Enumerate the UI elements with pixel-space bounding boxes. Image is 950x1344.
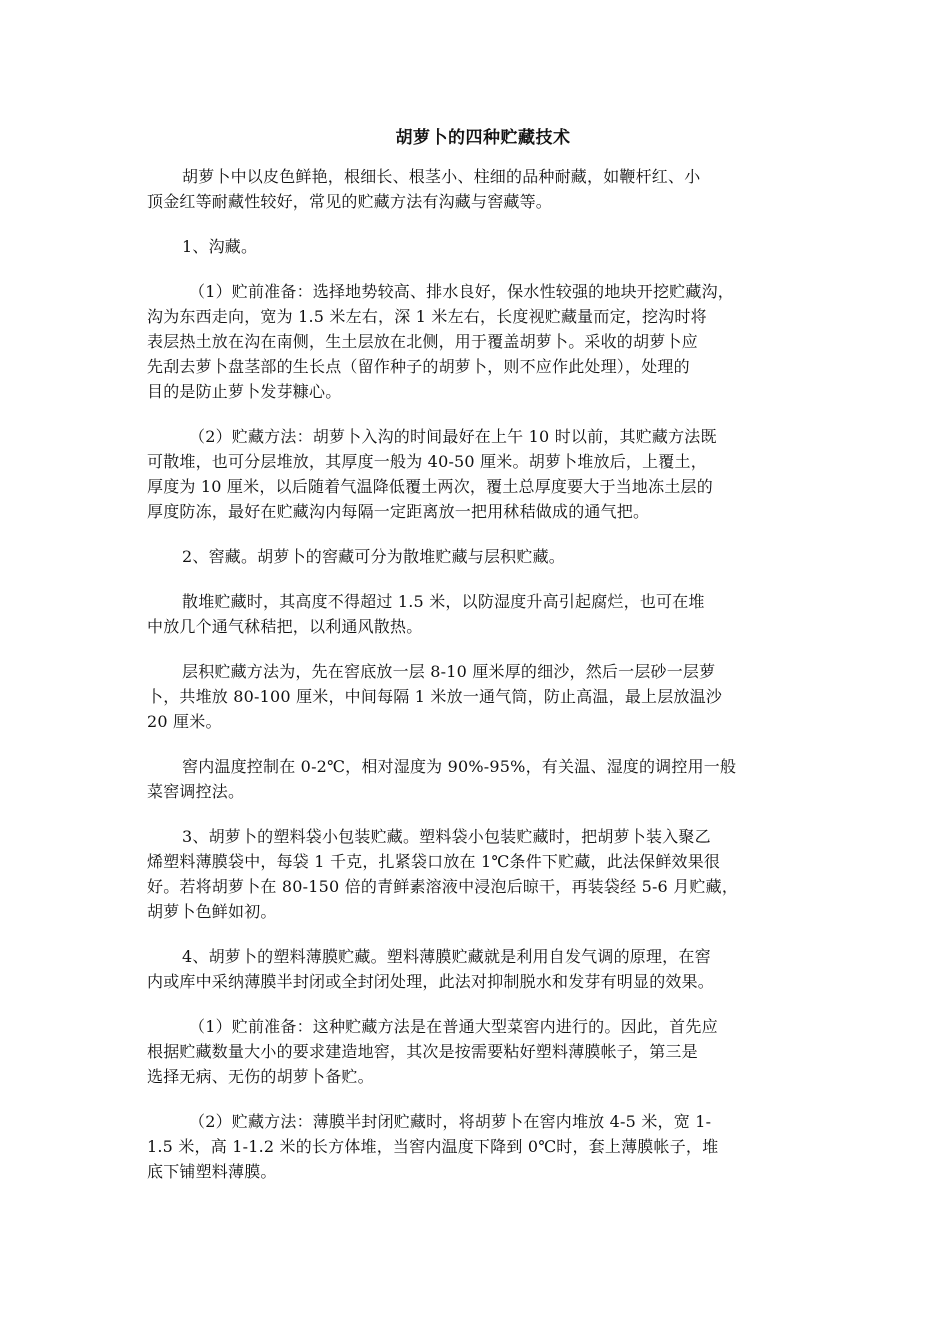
paragraph-line: （1）贮前准备：这种贮藏方法是在普通大型菜窖内进行的。因此，首先应 xyxy=(189,1017,718,1036)
paragraph-line: 20 厘米。 xyxy=(147,712,222,731)
paragraph-line: 卜，共堆放 80-100 厘米，中间每隔 1 米放一通气筒，防止高温，最上层放温沙 xyxy=(147,687,723,706)
paragraph-line: 层积贮藏方法为，先在窖底放一层 8-10 厘米厚的细沙，然后一层砂一层萝 xyxy=(182,662,716,681)
paragraph xyxy=(147,164,817,214)
paragraph-line: 3、胡萝卜的塑料袋小包装贮藏。塑料袋小包装贮藏时，把胡萝卜装入聚乙 xyxy=(182,827,711,846)
paragraph-line: 1.5 米，高 1-1.2 米的长方体堆，当窖内温度下降到 0℃时，套上薄膜帐子，堆 xyxy=(147,1137,719,1156)
paragraph-line: （2）贮藏方法：胡萝卜入沟的时间最好在上午 10 时以前，其贮藏方法既 xyxy=(189,427,717,446)
paragraph xyxy=(147,589,817,639)
paragraph-line: 烯塑料薄膜袋中，每袋 1 千克，扎紧袋口放在 1℃条件下贮藏，此法保鲜效果很 xyxy=(147,852,721,871)
paragraph xyxy=(147,279,817,404)
paragraph-line: 可散堆，也可分层堆放，其厚度一般为 40-50 厘米。胡萝卜堆放后，上覆土， xyxy=(147,452,707,471)
paragraph xyxy=(147,544,817,569)
paragraph-line: 厚度为 10 厘米，以后随着气温降低覆土两次，覆土总厚度要大于当地冻土层的 xyxy=(147,477,713,496)
paragraph xyxy=(147,1014,817,1089)
paragraph-line: 胡萝卜色鲜如初。 xyxy=(147,902,277,921)
paragraph-line: 散堆贮藏时，其高度不得超过 1.5 米，以防湿度升高引起腐烂，也可在堆 xyxy=(182,592,705,611)
document-page xyxy=(147,126,817,1204)
paragraph-line: 1、沟藏。 xyxy=(182,237,258,256)
paragraph-line: 菜窖调控法。 xyxy=(147,782,245,801)
paragraph-line: 沟为东西走向，宽为 1.5 米左右，深 1 米左右，长度视贮藏量而定，挖沟时将 xyxy=(147,307,707,326)
paragraph-line: 先刮去萝卜盘茎部的生长点（留作种子的胡萝卜，则不应作此处理），处理的 xyxy=(147,357,690,376)
paragraph-line: 2、窖藏。胡萝卜的窖藏可分为散堆贮藏与层积贮藏。 xyxy=(182,547,565,566)
document-body xyxy=(147,164,817,1184)
paragraph xyxy=(147,824,817,924)
paragraph-line: 中放几个通气秫秸把，以利通风散热。 xyxy=(147,617,423,636)
paragraph-line: 厚度防冻，最好在贮藏沟内每隔一定距离放一把用秫秸做成的通气把。 xyxy=(147,502,650,521)
document-title: 胡萝卜的四种贮藏技术 xyxy=(395,128,571,148)
paragraph-line: （1）贮前准备：选择地势较高、排水良好，保水性较强的地块开挖贮藏沟， xyxy=(189,282,734,301)
paragraph-line: 顶金红等耐藏性较好，常见的贮藏方法有沟藏与窖藏等。 xyxy=(147,192,553,211)
paragraph-line: （2）贮藏方法：薄膜半封闭贮藏时，将胡萝卜在窖内堆放 4-5 米，宽 1- xyxy=(189,1112,712,1131)
paragraph-line: 好。若将胡萝卜在 80-150 倍的青鲜素溶液中浸泡后晾干，再装袋经 5-6 月贮藏， xyxy=(147,877,739,896)
paragraph-line: 选择无病、无伤的胡萝卜备贮。 xyxy=(147,1067,374,1086)
paragraph-line: 目的是防止萝卜发芽糠心。 xyxy=(147,382,342,401)
paragraph-line: 胡萝卜中以皮色鲜艳，根细长、根茎小、柱细的品种耐藏，如鞭杆红、小 xyxy=(182,167,701,186)
paragraph-line: 底下铺塑料薄膜。 xyxy=(147,1162,277,1181)
paragraph xyxy=(147,424,817,524)
paragraph-line: 表层热土放在沟在南侧，生土层放在北侧，用于覆盖胡萝卜。采收的胡萝卜应 xyxy=(147,332,698,351)
paragraph-line: 窖内温度控制在 0-2℃，相对湿度为 90%-95%，有关温、湿度的调控用一般 xyxy=(182,757,737,776)
paragraph xyxy=(147,659,817,734)
paragraph xyxy=(147,944,817,994)
paragraph-line: 内或库中采纳薄膜半封闭或全封闭处理，此法对抑制脱水和发芽有明显的效果。 xyxy=(147,972,715,991)
paragraph-line: 4、胡萝卜的塑料薄膜贮藏。塑料薄膜贮藏就是利用自发气调的原理，在窖 xyxy=(182,947,711,966)
paragraph xyxy=(147,754,817,804)
paragraph xyxy=(147,1109,817,1184)
paragraph-line: 根据贮藏数量大小的要求建造地窖，其次是按需要粘好塑料薄膜帐子，第三是 xyxy=(147,1042,698,1061)
paragraph xyxy=(147,234,817,259)
